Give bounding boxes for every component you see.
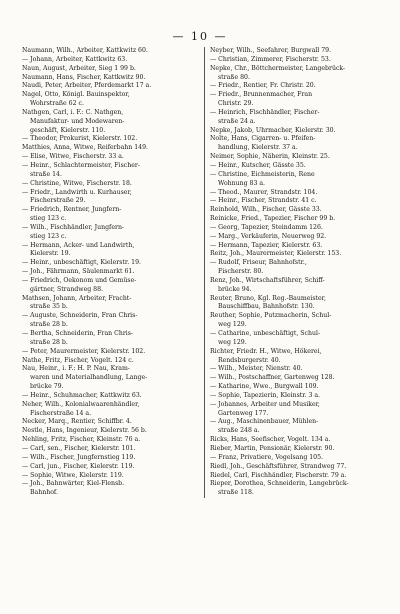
directory-entry-line: — Johannes, Arbeiter und Musiker, — [210, 400, 320, 408]
directory-entry-line: Riedel, Carl, Fischhändler, Fischerstr. 79 a. — [210, 471, 347, 479]
directory-entry-line: — Christine, Witwe, Fischerstr. 18. — [22, 179, 132, 187]
directory-entry-line: — Heinr., Kutscher, Gässte 35. — [210, 161, 306, 169]
directory-entry-line: Renz, Joh., Wirtschaftsführer, Schiff- — [210, 276, 325, 284]
directory-entry-line: — Friedrich, Oekonom und Gemüse- — [22, 276, 137, 284]
directory-entry-line: Rieper, Dorothea, Schneiderin, Langebrück- — [210, 480, 349, 488]
directory-entry-line: Wohnung 83 a. — [218, 179, 266, 187]
directory-entry-line: waren und Materialhandlung, Lange- — [30, 374, 148, 382]
directory-entry-line: Rendsburgerstr. 40. — [218, 356, 281, 364]
directory-entry-line: Nathe, Fritz, Fischer, Vogelt. 124 c. — [22, 356, 134, 364]
directory-entry-line: Nepke, Jakob, Uhrmacher, Kielerstr. 30. — [210, 126, 336, 134]
directory-entry-line: — Friedr., Brunnenmacher, Fran — [210, 91, 313, 99]
directory-entry-line: — Heinr., Fischer, Strandstr. 41 c. — [210, 197, 317, 205]
directory-entry-line: — Katharine, Wwe., Burgwall 109. — [210, 383, 319, 391]
directory-entry-line: stieg 123 c. — [30, 215, 67, 223]
directory-entry-line: Nepke, Chr., Böttchermeister, Langebrück- — [210, 64, 346, 72]
directory-entry-line: Christr. 29. — [218, 100, 254, 108]
directory-entry-line: — Catharine, unbeschäftigt, Schul- — [210, 330, 321, 337]
directory-entry-line: Reinhold, Wilh., Fischer, Gässte 33. — [210, 206, 322, 214]
directory-entry-line: — Marg., Verkäuferin, Neuerweg 92. — [210, 232, 327, 240]
directory-entry-line: weg 129. — [218, 321, 247, 329]
directory-entry-line: Necker, Marq., Rentier, Schiffbr. 4. — [22, 418, 132, 426]
directory-entry-line: Gartenweg 177. — [218, 409, 269, 417]
directory-entry-line: Bauschiffbau, Bahnhofstr. 130. — [218, 303, 315, 311]
directory-entry-line: straße 118. — [218, 489, 254, 497]
right-column — [206, 47, 390, 498]
directory-entry-line: brücke 79. — [30, 383, 64, 391]
directory-entry-line: — Georg, Tapezier, Steindamm 126. — [210, 223, 323, 231]
directory-entry-line: — Joh., Fährmann, Säulenmarkt 61. — [22, 268, 135, 276]
directory-entry-line: Wohrstraße 62 c. — [30, 100, 84, 108]
directory-entry-line: — Carl, sen., Fischer, Kielerstr. 101. — [22, 444, 136, 452]
directory-entry-line: — Christine, Eichmeisterin, Rene — [210, 170, 315, 178]
directory-entry-line: — Heinr., unbeschäftigt, Kielerstr. 19. — [22, 259, 141, 267]
directory-entry-line: Nathgen, Carl, i. F.: C. Nathgen, — [22, 108, 124, 116]
directory-entry-line: — Christian, Zimmerer, Fischerstr. 53. — [210, 55, 331, 63]
directory-entry-line: — Carl, jun., Fischer, Kielerstr. 119. — [22, 462, 135, 470]
directory-entry-line: Nehling, Fritz, Fischer, Kleinstr. 76 a. — [22, 436, 141, 444]
page-number: — 10 — — [172, 30, 228, 43]
directory-entry-line: Fischerstraße 14 a. — [30, 409, 92, 417]
directory-entry-line: — Theod., Maurer, Strandstr. 104. — [210, 188, 318, 196]
directory-entry-line: Nau, Heinr., i. F.: H. P. Nau, Kram- — [22, 365, 130, 373]
directory-entry-line: geschäft, Kielerstr. 110. — [30, 126, 106, 134]
directory-entry-line: Fischerstraße 29. — [30, 197, 86, 205]
directory-entry-line: straße 24 a. — [218, 117, 256, 125]
directory-entry-line: — Hermann, Tapezier, Kielerstr. 63. — [210, 241, 323, 249]
directory-entry-line: Reitz, Joh., Maurermeister, Kielerstr. 153. — [210, 250, 342, 258]
directory-entry-line: — Friedr., Rentier, Fr. Christr. 20. — [210, 82, 316, 90]
directory-entry-line: — Sophie, Tapezierin, Kleinstr. 3 a. — [210, 391, 321, 399]
directory-entry-line: Fischerstr. 80. — [218, 268, 264, 276]
directory-entry-line: stieg 123 c. — [30, 232, 67, 240]
directory-entry-line: Naumann, Wilh., Arbeiter, Kattkwitz 60. — [22, 47, 148, 54]
directory-entry-line: — Johann, Arbeiter, Kattkwitz 63. — [22, 55, 128, 63]
directory-entry-line: — Heinr., Schlachtermeister, Fischer- — [22, 161, 140, 169]
directory-entry-line: Richter, Friedr. H., Witwe, Hökerei, — [210, 347, 322, 355]
directory-entry-line: gärtner, Strandweg 88. — [30, 285, 103, 293]
directory-entry-line: — Heinrich, Fischhändler, Fischer- — [210, 108, 320, 116]
entry-columns — [22, 47, 390, 498]
directory-entry-line: Mathsen, Johann, Arbeiter, Fracht- — [22, 294, 132, 302]
directory-entry-line: straße 28 b. — [30, 338, 68, 346]
directory-entry-line: Naumann, Hans, Fischer, Kattkwitz 90. — [22, 73, 146, 81]
directory-entry-line: Neyber, Wilh., Seefahrer, Burgwall 79. — [210, 47, 332, 54]
directory-entry-line: Matthies, Anna, Witwe, Reiferbahn 149. — [22, 144, 148, 152]
directory-entry-line: — Joh., Bahnwärter, Kiel-Flensb. — [22, 480, 125, 488]
directory-entry-line: straße 35 b. — [30, 303, 68, 311]
directory-entry-line: — Wilh., Fischer, Jungfernstieg 119. — [22, 453, 136, 461]
directory-entry-line: Nestle, Hans, Ingenieur, Kielerstr. 56 b. — [22, 427, 147, 435]
directory-entry-line: Reuther, Sophie, Putzmacherin, Schul- — [210, 312, 332, 320]
directory-entry-line: — Elise, Witwe, Fischerstr. 33 a. — [22, 153, 124, 161]
directory-entry-line: Reuter, Bruno, Kgl. Reg.-Baumeister, — [210, 294, 326, 302]
directory-entry-line: — Rudolf, Friseur, Bahnhofstr., — [210, 259, 307, 267]
directory-entry-line: — Franz, Privatiere, Vogelsang 105. — [210, 453, 324, 461]
directory-entry-line: Bahnhof. — [30, 489, 58, 497]
directory-entry-line: — Heinr., Schuhmacher, Kattkwitz 63. — [22, 391, 142, 399]
directory-entry-line: — Auguste, Schneiderin, Fran Chris- — [22, 312, 138, 320]
directory-entry-line: straße 28 b. — [30, 321, 68, 329]
directory-entry-line: Nagel, Otto, Königl. Bauinspektor, — [22, 91, 130, 99]
directory-entry-line: straße 248 a. — [218, 427, 260, 435]
directory-entry-line: brücke 94. — [218, 285, 252, 293]
directory-entry-line: — Theodor, Prokurist, Kielerstr. 102. — [22, 135, 138, 143]
directory-entry-line: — Wilh., Meister, Nienstr. 40. — [210, 365, 303, 373]
directory-entry-line: — Peter, Maurermeister, Kielerstr. 102. — [22, 347, 146, 355]
directory-entry-line: straße 14. — [30, 170, 62, 178]
directory-entry-line: Kielerstr. 19. — [30, 250, 71, 258]
directory-entry-line: handlung, Kielerstr. 37 a. — [218, 144, 298, 152]
directory-entry-line: — Bertha, Schneiderin, Fran Chris- — [22, 330, 134, 337]
directory-entry-line: Riedl, Joh., Geschäftsführer, Strandweg 77. — [210, 462, 347, 470]
directory-entry-line: Ricks, Hans, Seefischer, Vogelt. 134 a. — [210, 436, 331, 444]
directory-entry-line: Rieber, Martin, Pensionär, Kielerstr. 90. — [210, 444, 335, 452]
left-column — [22, 47, 205, 498]
directory-entry-line: — Hermann, Acker- und Landwirth, — [22, 241, 135, 249]
directory-entry-line: — Sophie, Witwe, Kielerstr. 119. — [22, 471, 124, 479]
directory-entry-line: — Friedrich, Rentner, Jungfern- — [22, 206, 122, 214]
directory-entry-line: straße 80. — [218, 73, 250, 81]
directory-entry-line: Manufaktur- und Modewaren- — [30, 117, 125, 125]
directory-entry-line: Neher, Wilh., Kolonialwaarenhändler, — [22, 400, 140, 408]
directory-entry-line: Reinicke, Fried., Tapezier, Fischer 99 b. — [210, 215, 336, 223]
directory-entry-line: — Wilh., Fischhändler, Jungfern- — [22, 223, 125, 231]
directory-entry-line: — Friedr., Landwirth u. Kurhauser, — [22, 188, 132, 196]
directory-entry-line: Naudi, Peter, Arbeiter, Pferdemarkt 17 a. — [22, 82, 152, 90]
directory-entry-line: Naun, August, Arbeiter, Sieg 1 99 b. — [22, 64, 136, 72]
directory-entry-line: — Wilh., Postschaffner, Gartenweg 128. — [210, 374, 335, 382]
directory-entry-line: — Aug., Maschinenbauer, Mühlen- — [210, 418, 319, 426]
directory-entry-line: weg 129. — [218, 338, 247, 346]
directory-entry-line: Nolte, Hans, Cigarren- u. Pfeifen- — [210, 135, 316, 143]
directory-entry-line: Neimer, Sophie, Näherin, Kleinstr. 25. — [210, 153, 330, 161]
